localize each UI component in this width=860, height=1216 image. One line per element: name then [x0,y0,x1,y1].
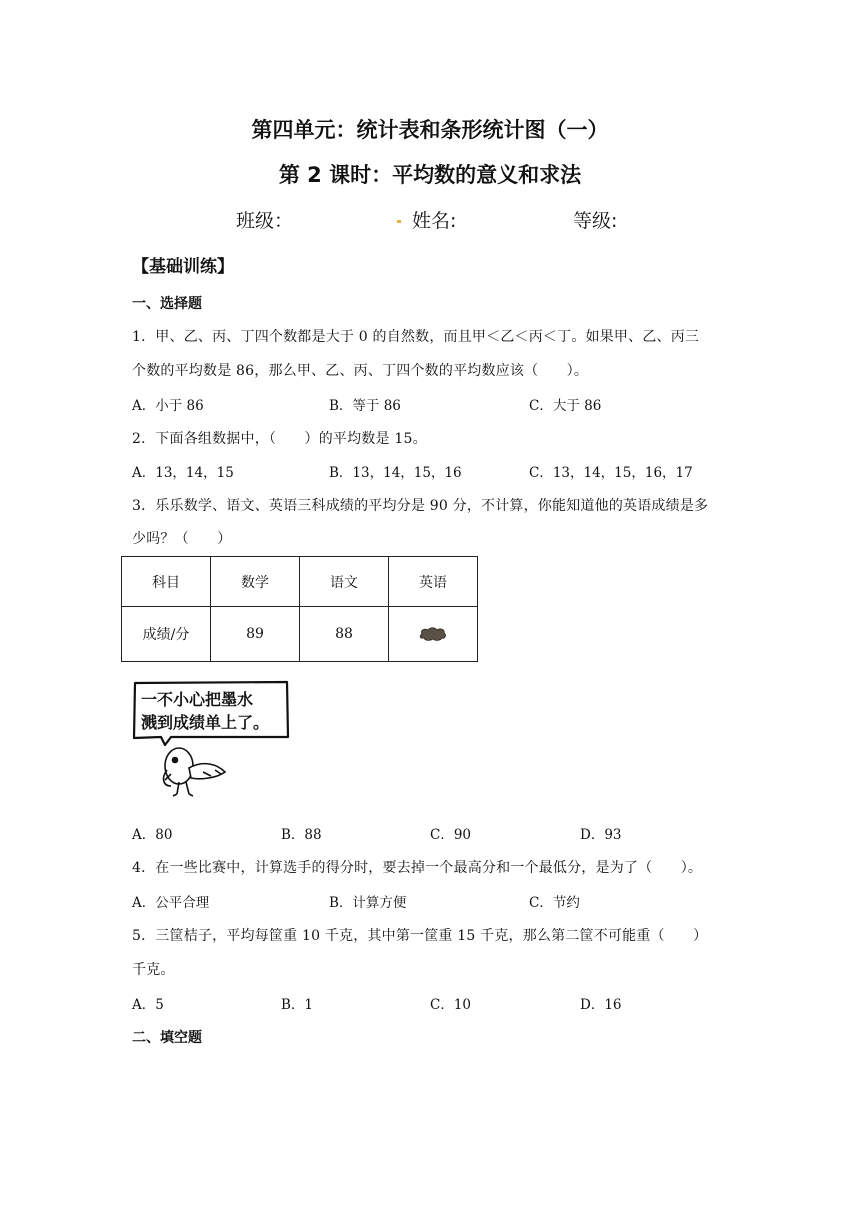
part2-title: 二、填空题 [132,1030,202,1046]
q1-line2: 个数的平均数是 86，那么甲、乙、丙、丁四个数的平均数应该（ ）。 [132,363,589,379]
q3-line1: 3．乐乐数学、语文、英语三科成绩的平均分是 90 分，不计算，你能知道他的英语成绩是多 [132,498,709,514]
q1-line1: 1．甲、乙、丙、丁四个数都是大于 0 的自然数，而且甲＜乙＜丙＜丁。如果甲、乙、丙三 [132,329,700,345]
q1-option-c: C．大于 86 [529,398,602,414]
cell-english-score [389,607,478,662]
cell-chinese-score: 88 [300,607,389,662]
score-table [121,556,478,662]
q5-option-c: C．10 [430,997,472,1013]
name-label: 姓名: [412,210,457,232]
q5-option-b: B．1 [281,997,314,1013]
q3-option-a: A．80 [132,827,173,843]
header-math: 数学 [211,557,300,607]
section-title: 【基础训练】 [132,257,234,277]
q4-option-c: C．节约 [529,895,580,911]
q2-option-c: C．13，14，15，16，17 [529,465,693,481]
header-chinese: 语文 [300,557,389,607]
header-english: 英语 [389,557,478,607]
bird-icon [164,748,225,796]
q4-option-b: B．计算方便 [329,895,407,911]
cartoon-illustration [131,680,291,798]
q3-option-d: D．93 [580,827,622,843]
part1-title: 一、选择题 [132,296,202,312]
q3-option-b: B．88 [281,827,322,843]
cell-math-score: 89 [211,607,300,662]
ink-blot-icon [418,626,448,642]
row-label-score: 成绩/分 [122,607,211,662]
lesson-title: 第 2 课时：平均数的意义和求法 [278,163,582,187]
header-subject: 科目 [122,557,211,607]
q5-line2: 千克。 [132,962,175,978]
q5-line1: 5．三筐桔子，平均每筐重 10 千克，其中第一筐重 15 千克，那么第二筐不可能重（ ） [132,928,708,944]
table-row [122,607,478,662]
q2-option-a: A．13，14，15 [132,465,234,481]
grade-label: 等级: [573,210,618,232]
class-label: 班级： [236,210,294,232]
bubble-line1: 一不小心把墨水 [141,690,254,709]
q2-option-b: B．13，14，15，16 [329,465,462,481]
q4-line1: 4．在一些比赛中，计算选手的得分时，要去掉一个最高分和一个最低分，是为了（ ）。 [132,860,703,876]
q4-option-a: A．公平合理 [132,895,210,911]
bubble-line2: 溅到成绩单上了。 [141,713,270,732]
q5-option-d: D．16 [580,997,622,1013]
q5-option-a: A．5 [132,997,164,1013]
q2-line1: 2．下面各组数据中，（ ）的平均数是 15。 [132,431,427,447]
underline-dot [397,220,401,223]
page-title: 第四单元：统计表和条形统计图（一） [251,118,609,142]
q3-option-c: C．90 [430,827,472,843]
q1-option-b: B．等于 86 [329,398,401,414]
q3-line2: 少吗？（ ） [132,531,232,547]
table-row [122,557,478,607]
q1-option-a: A．小于 86 [132,398,204,414]
